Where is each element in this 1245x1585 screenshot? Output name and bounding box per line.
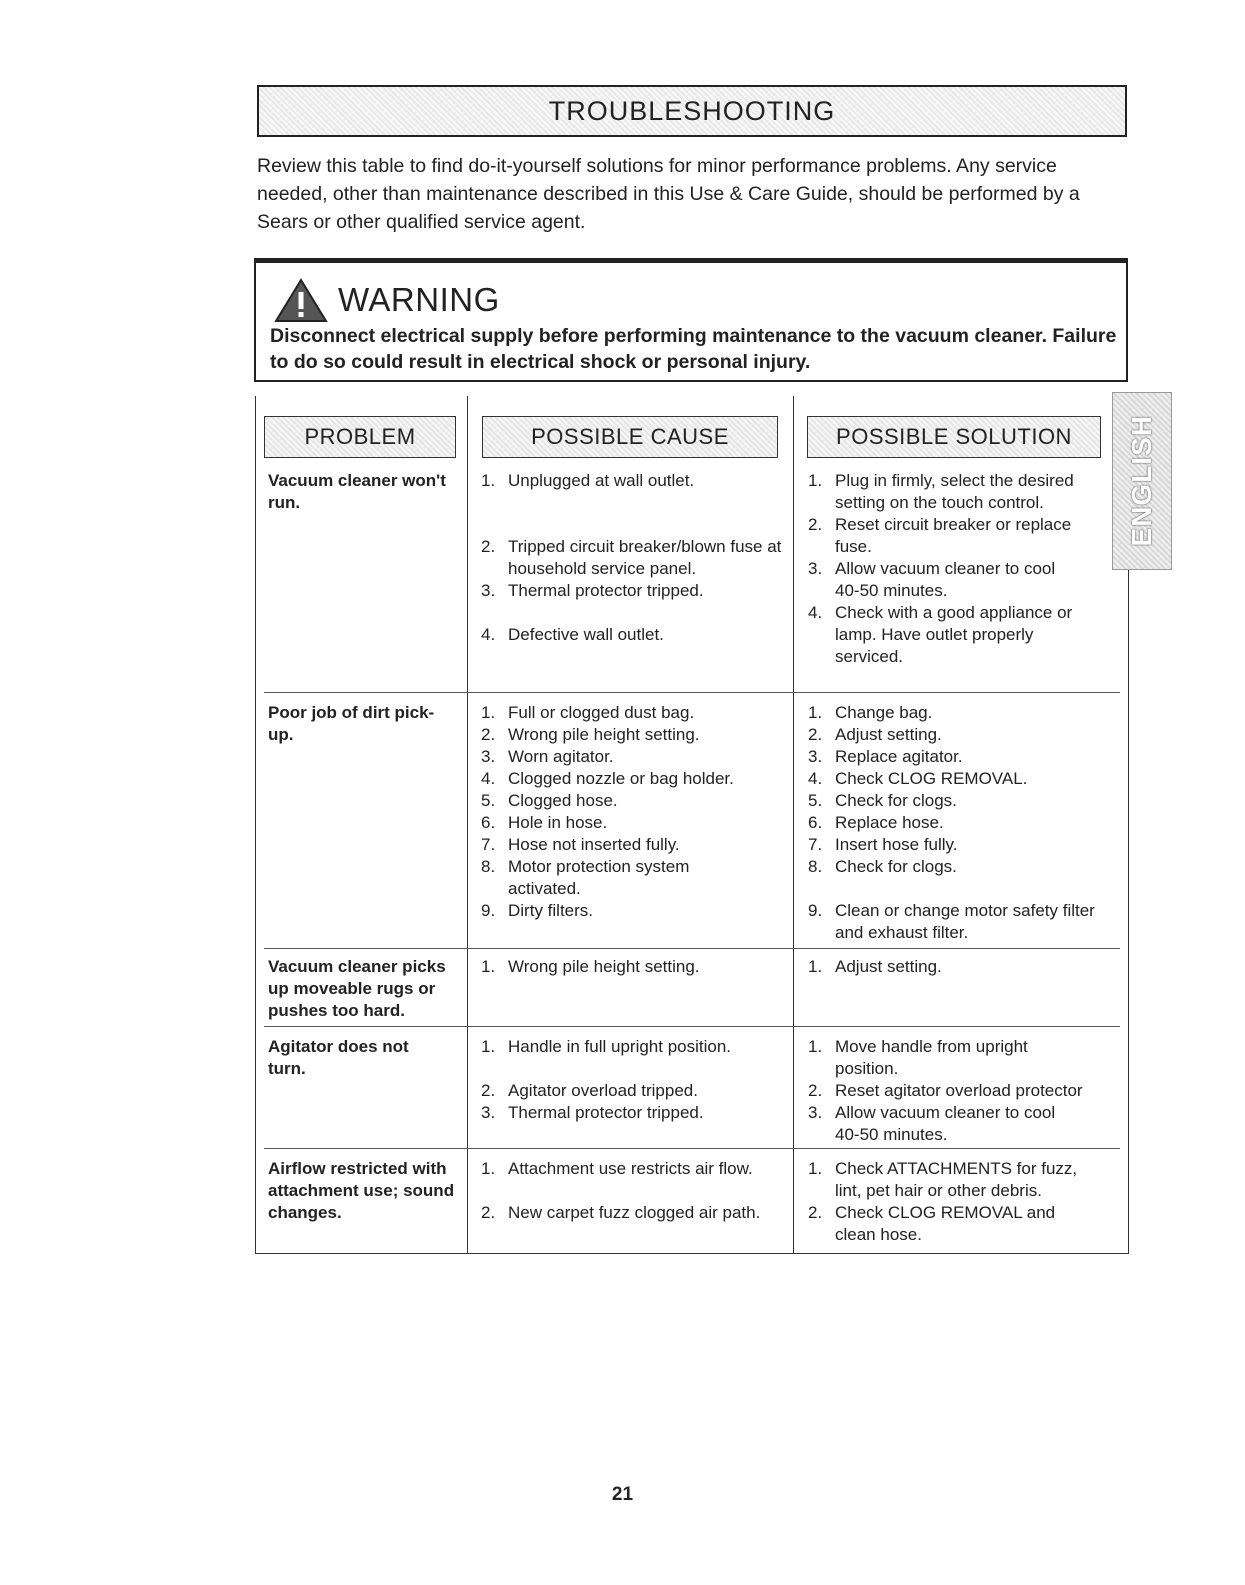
problem-text: Airflow restricted with attachment use; sound changes.: [268, 1159, 455, 1222]
list-item: 1. Check ATTACHMENTS for fuzz, lint, pet hair or other debris.: [808, 1159, 1078, 1200]
list-item: 2. Tripped circuit breaker/blown fuse at household service panel.: [481, 537, 782, 578]
cause-list: [481, 1158, 791, 1224]
list-item: 8. Check for clogs.: [808, 857, 957, 876]
list-item: 4. Check CLOG REMOVAL.: [808, 769, 1028, 788]
list-item: 4. Clogged nozzle or bag holder.: [481, 769, 734, 788]
list-item: 1. Unplugged at wall outlet.: [481, 471, 695, 490]
problem-text: Vacuum cleaner picks up moveable rugs or pushes too hard.: [268, 957, 446, 1020]
row-divider: [264, 692, 1120, 693]
list-item: 1. Handle in full upright position.: [481, 1037, 732, 1056]
list-item: 1. Wrong pile height setting.: [481, 957, 700, 976]
list-item: 3. Allow vacuum cleaner to cool 40-50 minutes.: [808, 1103, 1056, 1144]
cause-list: [481, 702, 751, 922]
solution-list: [808, 1158, 1100, 1246]
list-item: 8. Motor protection system activated.: [481, 857, 690, 898]
language-tab: [1112, 392, 1172, 570]
warning-triangle-icon: [274, 277, 328, 323]
list-item: 6. Hole in hose.: [481, 813, 608, 832]
warning-header: [274, 277, 500, 323]
title-banner: [257, 85, 1127, 137]
list-item: 2. Wrong pile height setting.: [481, 725, 700, 744]
solution-list: [808, 702, 1100, 944]
row-divider: [264, 948, 1120, 949]
cause-list: [481, 470, 791, 646]
list-item: 3. Worn agitator.: [481, 747, 614, 766]
list-item: 5. Check for clogs.: [808, 791, 957, 810]
problem-text: Agitator does not turn.: [268, 1037, 409, 1078]
list-item: 6. Replace hose.: [808, 813, 944, 832]
list-item: 5. Clogged hose.: [481, 791, 618, 810]
list-item: 2. New carpet fuzz clogged air path.: [481, 1203, 761, 1222]
list-item: 7. Insert hose fully.: [808, 835, 958, 854]
warning-heading: WARNING: [338, 281, 500, 318]
cause-list: [481, 1036, 781, 1124]
column-divider: [793, 396, 794, 1253]
header-possible-solution: POSSIBLE SOLUTION: [807, 416, 1101, 458]
list-item: 1. Plug in firmly, select the desired setting on the touch control.: [808, 471, 1074, 512]
list-item: 3. Replace agitator.: [808, 747, 963, 766]
list-item: 1. Full or clogged dust bag.: [481, 703, 695, 722]
list-item: 1. Adjust setting.: [808, 957, 942, 976]
language-tab-label: ENGLISH: [1126, 415, 1157, 547]
header-possible-cause: POSSIBLE CAUSE: [482, 416, 778, 458]
list-item: 1. Move handle from upright position.: [808, 1037, 1028, 1078]
list-item: 3. Thermal protector tripped.: [481, 1103, 704, 1122]
cause-list: [481, 956, 781, 978]
solution-list: [808, 956, 1100, 978]
header-problem: PROBLEM: [264, 416, 456, 458]
list-item: 7. Hose not inserted fully.: [481, 835, 680, 854]
list-item: 2. Adjust setting.: [808, 725, 942, 744]
list-item: 4. Check with a good appliance or lamp. Have outlet properly serviced.: [808, 603, 1073, 666]
row-divider: [264, 1026, 1120, 1027]
list-item: 3. Allow vacuum cleaner to cool 40-50 minutes.: [808, 559, 1056, 600]
list-item: 9. Dirty filters.: [481, 901, 593, 920]
solution-list: [808, 1036, 1100, 1146]
list-item: 2. Reset agitator overload protector: [808, 1081, 1083, 1100]
page-number: 21: [611, 1484, 634, 1505]
solution-list: [808, 470, 1100, 668]
list-item: 9. Clean or change motor safety filter and exhaust filter.: [808, 901, 1095, 942]
problem-text: Vacuum cleaner won't run.: [268, 471, 446, 512]
page-title: TROUBLESHOOTING: [548, 95, 836, 126]
warning-text: Disconnect electrical supply before performing maintenance to the vacuum cleaner. Failure to do so could result in electrical shock or personal injury.: [270, 325, 1117, 373]
list-item: 3. Thermal protector tripped.: [481, 581, 704, 600]
troubleshooting-table: [255, 396, 1129, 1254]
column-divider: [467, 396, 468, 1253]
list-item: 2. Reset circuit breaker or replace fuse.: [808, 515, 1072, 556]
list-item: 1. Change bag.: [808, 703, 933, 722]
problem-text: Poor job of dirt pick-up.: [268, 703, 435, 744]
list-item: 1. Attachment use restricts air flow.: [481, 1159, 753, 1178]
list-item: 4. Defective wall outlet.: [481, 625, 664, 644]
row-divider: [264, 1148, 1120, 1149]
list-item: 2. Agitator overload tripped.: [481, 1081, 698, 1100]
list-item: 2. Check CLOG REMOVAL and clean hose.: [808, 1203, 1056, 1244]
intro-paragraph: Review this table to find do-it-yourself solutions for minor performance problems. Any service needed, other than maintenance described in this Use & Care Guide, should be performed by a Sears or other qualified service agent.: [257, 155, 1080, 233]
warning-box: [254, 258, 1128, 382]
